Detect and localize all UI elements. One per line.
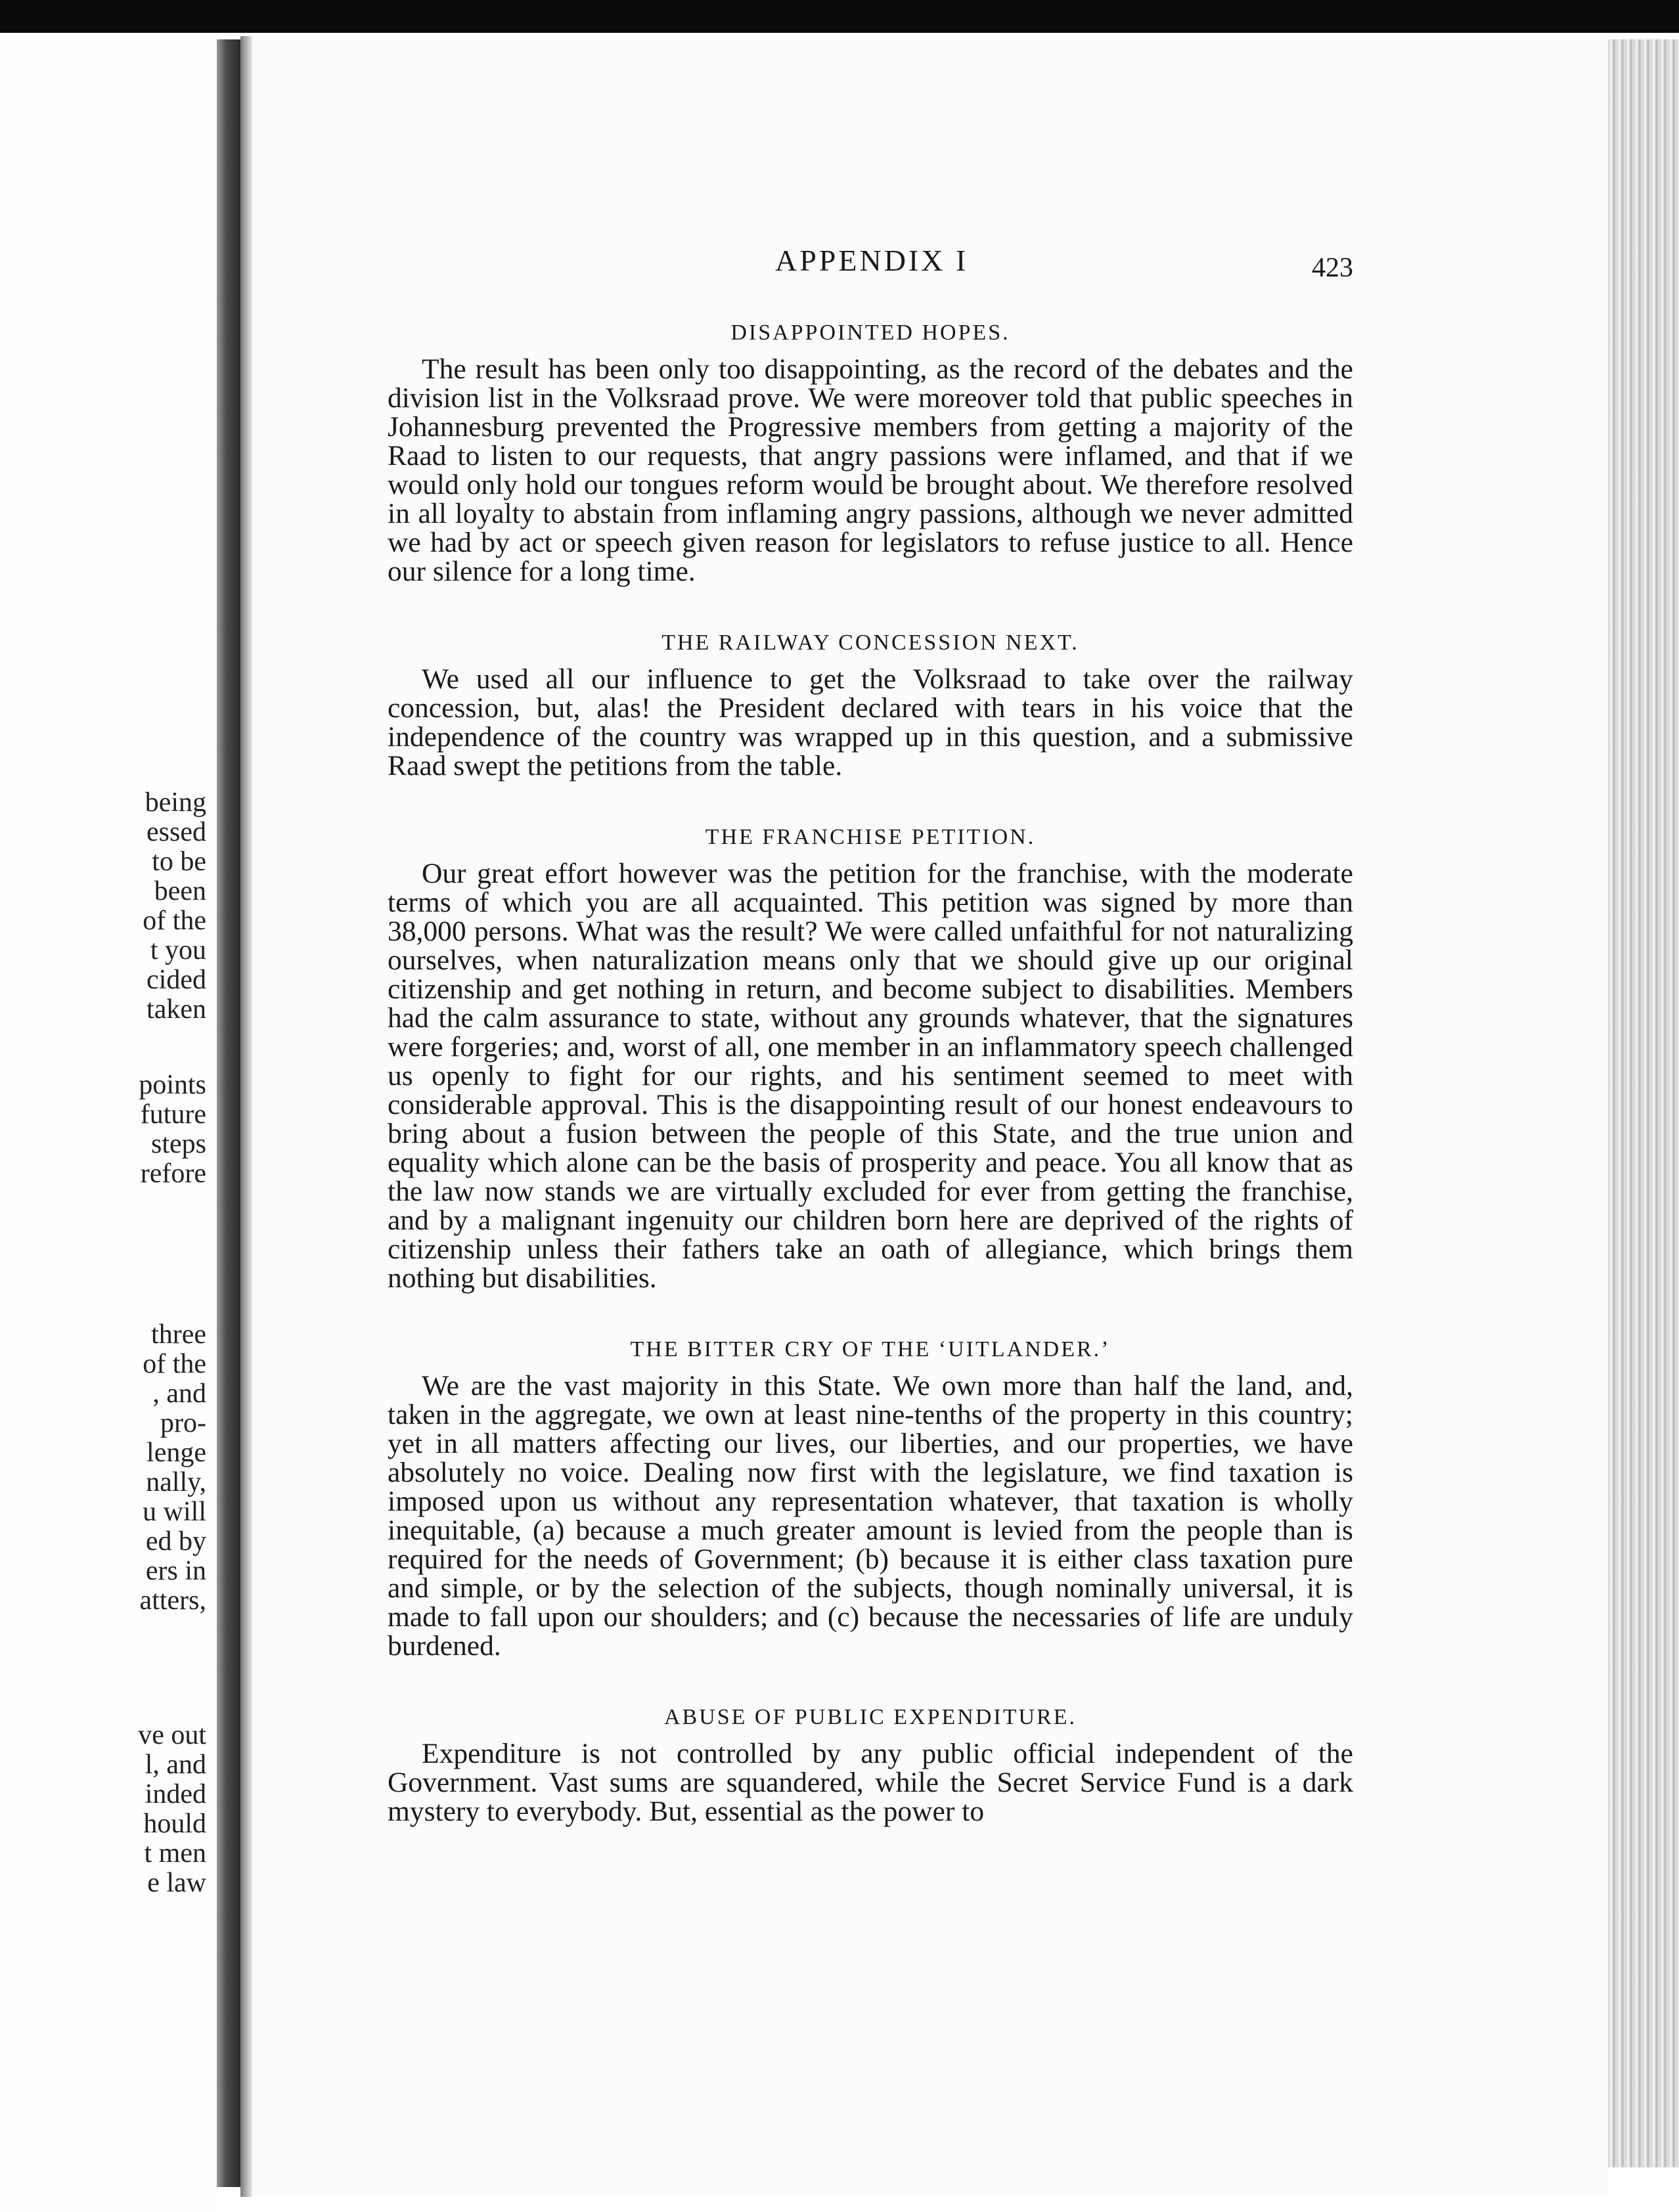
ghost-line: t you	[150, 935, 206, 965]
page-text	[388, 309, 1353, 1826]
ghost-line: been	[154, 876, 206, 906]
ghost-line: cided	[146, 965, 206, 995]
page-header	[388, 243, 1353, 289]
ghost-line: being	[145, 787, 206, 818]
ghost-line: steps	[151, 1129, 206, 1159]
ghost-line: of the	[143, 1349, 206, 1379]
page-number: 423	[1312, 253, 1353, 283]
ghost-line: u will	[143, 1497, 206, 1527]
ghost-line: pro-	[160, 1408, 206, 1438]
section-heading: ABUSE OF PUBLIC EXPENDITURE.	[663, 1705, 1077, 1729]
section-heading: DISAPPOINTED HOPES.	[730, 321, 1010, 345]
paragraph: We are the vast majority in this State. We own more than half the land, and, taken in the aggregate, we own at least nine-tenths of the property in this country; yet in all matters affecting our lives, our liberties, and our properties, we have absolutely no voice. Dealing now first with the legislature, we find taxation is imposed upon us without any representation whatever, that taxation is wholly inequitable, (a) because a much greater amount is levied from the people than is required for the needs of Government; (b) because it is either class taxation pure and simple, or by the selection of the subjects, though nominally universal, it is made to fall upon our shoulders; and (c) because the necessaries of life are unduly burdened.	[388, 1370, 1353, 1662]
ghost-line: l, and	[145, 1750, 206, 1780]
ghost-line: inded	[145, 1779, 206, 1809]
ghost-line: , and	[152, 1379, 206, 1409]
ghost-line: t men	[144, 1838, 206, 1869]
ghost-line: taken	[146, 994, 206, 1025]
paragraph: The result has been only too disappointing, as the record of the debates and the division list in the Volksraad prove. We were moreover told that public speeches in Johannesburg prevented the Progressive members from getting a majority of the Raad to listen to our requests, that angry passions were inflamed, and that if we would only hold our tongues reform would be brought about. We therefore resolved in all loyalty to abstain from inflaming angry passions, although we never admitted we had by act or speech given reason for legislators to refuse justice to all. Hence our silence for a long time.	[388, 353, 1353, 587]
book-gutter	[217, 39, 240, 2187]
section-heading: THE BITTER CRY OF THE ‘UITLANDER.’	[630, 1337, 1111, 1361]
ghost-line: essed	[146, 817, 206, 847]
ghost-line: of the	[143, 906, 206, 936]
ghost-line: future	[140, 1099, 206, 1130]
ghost-line: e law	[147, 1868, 206, 1898]
paragraph: Expenditure is not controlled by any public official independent of the Government. Vast sums are squandered, while the Secret Service Fund is a dark mystery to everybody. But, essential as the power to	[388, 1738, 1353, 1827]
ghost-line: ve out	[138, 1720, 206, 1750]
running-head: APPENDIX I	[775, 244, 969, 277]
paragraph: Our great effort however was the petition for the franchise, with the moderate terms of which you are all acquainted. This petition was signed by more than 38,000 persons. What was the result? We were called unfaithful for not naturalizing ourselves, when naturalization means only that we should give up our original citizenship and get nothing in return, and become subject to disabilities. Members had the calm assurance to state, without any grounds whatever, that the signatures were forgeries; and, worst of all, one member in an inflammatory speech challenged us openly to fight for our rights, and his sentiment seemed to meet with considerable approval. This is the disappointing result of our honest endeavours to bring about a fusion between the people of this State, and the true union and equality which alone can be the basis of prosperity and peace. You all know that as the law now stands we are virtually excluded for ever from getting the franchise, and by a malignant ingenuity our children born here are deprived of the rights of citizenship unless their fathers take an oath of allegiance, which brings them nothing but disabilities.	[388, 858, 1353, 1294]
scan-top-border	[0, 0, 1679, 33]
ghost-line: nally,	[146, 1467, 206, 1497]
ghost-line: hould	[143, 1809, 206, 1839]
section-heading: THE FRANCHISE PETITION.	[705, 825, 1036, 849]
paragraph: We used all our influence to get the Volksraad to take over the railway concession, but, alas! the President declared with tears in his voice that the independence of the country was wrapped up in this question, and a submissive Raad swept the petitions from the table.	[388, 663, 1353, 782]
ghost-line: lenge	[146, 1438, 206, 1468]
ghost-line: refore	[140, 1159, 206, 1189]
ghost-line: to be	[152, 847, 206, 877]
ghost-line: points	[139, 1070, 206, 1100]
ghost-line: three	[151, 1319, 206, 1350]
page-stack-edge	[1608, 39, 1679, 2167]
previous-page-edge	[0, 33, 217, 2212]
ghost-line: ed by	[145, 1526, 206, 1557]
ghost-line: ers in	[145, 1556, 206, 1586]
page-shadow	[240, 36, 252, 2197]
ghost-line: atters,	[139, 1585, 206, 1616]
section-heading: THE RAILWAY CONCESSION NEXT.	[661, 630, 1079, 655]
